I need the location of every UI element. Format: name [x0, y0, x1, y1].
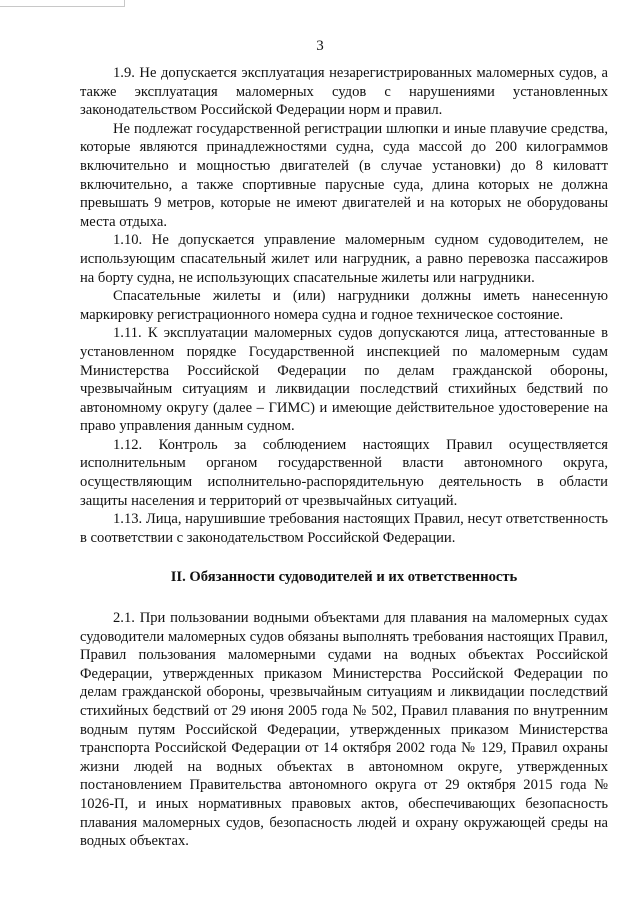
paragraph-registration-exemption: Не подлежат государственной регистрации шлюпки и иные плавучие средства, которые являются принадлежностями судна, суда массой до 200 килограммов включительно и мощностью двигателей (в случае установки) до 8 киловатт включительно, а также спортивные парусные суда, длина которых не должна превышать 9 метров, которые не имеют двигателей и на которых не оборудованы места отдыха.	[80, 120, 608, 230]
paragraph-1-10: 1.10. Не допускается управление маломерным судном судоводителем, не использующим спасательный жилет или нагрудник, а равно перевозка пассажиров на борту судна, не использующих спасательные жилеты или нагрудники.	[80, 232, 608, 286]
paragraph-2-1: 2.1. При пользовании водными объектами для плавания на маломерных судах судоводители маломерных судов обязаны выполнять требования настоящих Правил, Правил пользования маломерными судами на водных объектах Российской Федерации, утвержденных приказом Министерства Российской Федерации по делам гражданской обороны, чрезвычайным ситуациям и ликвидации последствий стихийных бедствий от 29 июня 2005 года № 502, Правил плавания по внутренним водным путям Российской Федерации, утвержденных приказом Министерства транспорта Российской Федерации от 14 октября 2002 года № 129, Правил охраны жизни людей на водных объектах в автономном округе, утвержденных постановлением Правительства автономного округа от 29 октября 2015 года № 1026-П, и иных нормативных правовых актов, обеспечивающих безопасность плавания маломерных судов, безопасность людей и охрану окружающей среды на водных объектах.	[80, 610, 608, 850]
paragraph-1-9: 1.9. Не допускается эксплуатация незарегистрированных маломерных судов, а также эксплуатация маломерных судов с нарушениями установленных законодательством Российской Федерации норм и правил.	[80, 65, 608, 119]
page-number: 3	[316, 38, 324, 54]
paragraph-1-13: 1.13. Лица, нарушившие требования настоящих Правил, несут ответственность в соответствии с законодательством Российской Федерации.	[80, 511, 608, 546]
scan-edge-tick	[124, 0, 125, 7]
paragraph-1-12: 1.12. Контроль за соблюдением настоящих Правил осуществляется исполнительным органом государственной власти автономного округа, осуществляющим исполнительно-распорядительную деятельность в области защиты населения и территорий от чрезвычайных ситуаций.	[80, 436, 608, 509]
document-body	[80, 64, 608, 851]
section-heading: II. Обязанности судоводителей и их ответственность	[170, 569, 518, 586]
paragraph-life-jacket-marking: Спасательные жилеты и (или) нагрудники должны иметь нанесенную маркировку регистрационного номера судна и годное техническое состояние.	[80, 288, 608, 323]
scan-edge-line	[0, 6, 124, 7]
paragraph-1-11: 1.11. К эксплуатации маломерных судов допускаются лица, аттестованные в установленном порядке Государственной инспекцией по маломерным судам Министерства Российской Федерации по делам гражданской обороны, чрезвычайным ситуациям и ликвидации последствий стихийных бедствий по автономному округу (далее – ГИМС) и имеющие действительное удостоверение на право управления данным судном.	[80, 325, 608, 435]
